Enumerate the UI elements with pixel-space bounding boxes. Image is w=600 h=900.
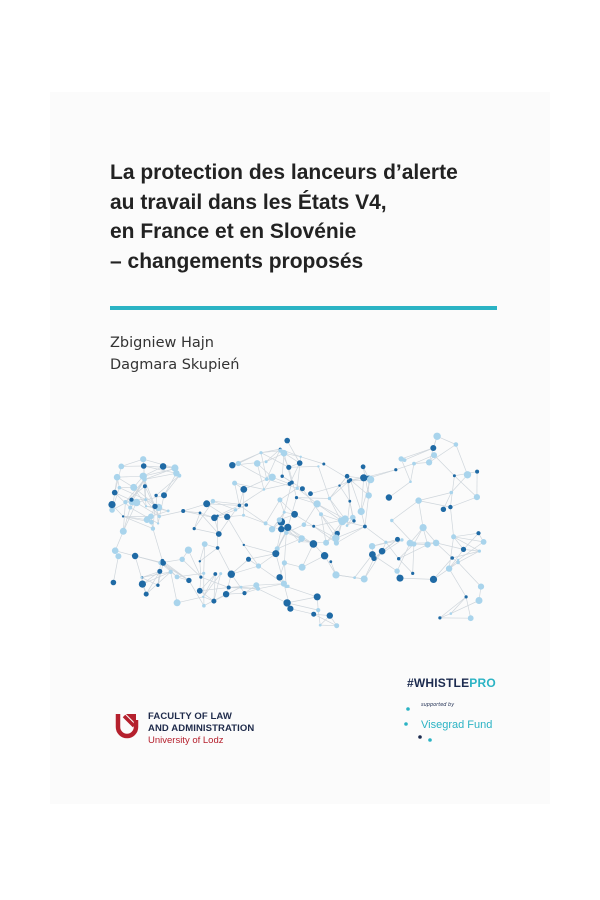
visegrad-fund-label: Visegrad Fund	[421, 719, 493, 731]
network-link	[159, 511, 183, 516]
network-link	[330, 499, 341, 521]
network-node	[199, 560, 201, 562]
network-link	[156, 476, 179, 496]
network-node	[397, 557, 400, 560]
network-node	[112, 490, 118, 496]
whistle-word: WHISTLE	[413, 676, 470, 690]
network-link	[287, 441, 300, 464]
network-node	[114, 474, 121, 481]
network-link	[286, 587, 317, 597]
network-link	[194, 513, 200, 529]
network-node	[407, 540, 414, 547]
network-node	[353, 576, 356, 579]
network-node	[278, 449, 282, 453]
network-link	[413, 544, 414, 573]
network-node	[478, 550, 481, 553]
network-link	[290, 609, 313, 615]
network-node	[130, 484, 137, 491]
network-node	[363, 525, 367, 529]
network-link	[264, 484, 290, 490]
network-node	[314, 593, 321, 600]
network-node	[141, 463, 147, 469]
network-link	[302, 544, 313, 567]
network-node	[311, 612, 316, 617]
network-link	[200, 548, 218, 561]
network-node	[284, 438, 290, 444]
title-line-2: au travail dans les États V4,	[110, 190, 387, 214]
network-node	[395, 537, 400, 542]
network-node	[140, 456, 146, 462]
network-node	[411, 572, 414, 575]
network-node	[158, 515, 161, 518]
network-link	[318, 466, 329, 498]
network-link	[392, 501, 419, 521]
network-node	[219, 572, 222, 575]
network-node	[213, 572, 217, 576]
pro-word: PRO	[469, 676, 496, 690]
network-node	[140, 576, 142, 578]
network-node	[211, 499, 216, 504]
network-link	[301, 457, 324, 464]
network-node	[256, 563, 261, 568]
network-link	[297, 498, 330, 499]
network-node	[384, 541, 387, 544]
network-node	[122, 515, 124, 517]
network-link	[257, 463, 264, 489]
network-link	[235, 483, 240, 505]
university-logo-icon	[112, 708, 142, 744]
network-node	[197, 588, 203, 594]
network-link	[419, 501, 424, 528]
faculty-line-2: AND ADMINISTRATION	[148, 722, 255, 734]
network-node	[476, 531, 480, 535]
network-node	[299, 564, 306, 571]
book-title	[110, 158, 530, 276]
network-node	[450, 491, 454, 495]
network-node	[446, 565, 452, 571]
network-node	[269, 474, 276, 481]
network-node	[409, 480, 412, 483]
network-link	[188, 550, 201, 577]
network-node	[254, 460, 261, 467]
network-node	[316, 608, 320, 612]
network-node	[175, 467, 178, 470]
network-node	[358, 508, 365, 515]
network-node	[264, 521, 268, 525]
network-node	[154, 494, 157, 497]
network-node	[118, 486, 122, 490]
university-name	[148, 711, 254, 747]
network-node	[415, 497, 421, 503]
network-node	[412, 462, 416, 466]
network-node	[203, 500, 210, 507]
network-link	[411, 464, 415, 482]
network-link	[304, 504, 317, 525]
network-link	[330, 481, 349, 498]
network-node	[181, 509, 185, 513]
network-link	[261, 453, 267, 479]
network-link	[238, 464, 266, 480]
network-node	[420, 524, 427, 531]
network-link	[365, 527, 386, 543]
network-node	[243, 544, 245, 546]
network-node	[180, 557, 185, 562]
network-node	[202, 596, 204, 598]
faculty-line-1: FACULTY OF LAW	[148, 711, 232, 722]
network-illustration	[108, 414, 498, 642]
network-link	[218, 548, 232, 574]
supported-by-label: supported by	[421, 702, 455, 708]
network-node	[277, 497, 282, 502]
author-2: Dagmara Skupień	[110, 357, 240, 373]
whistlepro-logo	[407, 676, 496, 690]
network-node	[245, 503, 249, 507]
network-node	[334, 540, 339, 545]
network-node	[287, 606, 293, 612]
network-link	[317, 504, 341, 521]
network-link	[355, 555, 373, 578]
network-link	[336, 527, 365, 544]
network-link	[454, 533, 479, 537]
network-node	[202, 604, 206, 608]
network-node	[454, 442, 459, 447]
network-node	[193, 527, 196, 530]
network-link	[419, 493, 452, 501]
network-link	[153, 529, 163, 561]
network-link	[121, 459, 143, 466]
network-link	[450, 497, 477, 507]
network-node	[115, 553, 121, 559]
network-node	[341, 515, 348, 522]
network-node	[310, 540, 318, 548]
network-node	[143, 484, 147, 488]
network-node	[265, 477, 269, 481]
network-link	[117, 476, 143, 477]
network-link	[400, 578, 434, 579]
network-node	[450, 556, 454, 560]
network-node	[461, 547, 466, 552]
network-link	[330, 499, 346, 520]
network-node	[132, 553, 138, 559]
network-node	[312, 525, 315, 528]
network-node	[319, 624, 322, 627]
network-link	[183, 504, 207, 511]
network-node	[152, 504, 157, 509]
network-node	[169, 570, 173, 574]
network-node	[334, 623, 339, 628]
network-link	[302, 556, 325, 568]
network-node	[242, 514, 245, 517]
network-node	[140, 473, 147, 480]
network-link	[244, 515, 266, 523]
network-node	[328, 497, 331, 500]
network-node	[394, 468, 397, 471]
network-node	[465, 595, 468, 598]
network-node	[286, 465, 291, 470]
network-node	[438, 616, 441, 619]
network-node	[441, 507, 446, 512]
network-node	[202, 541, 208, 547]
network-node	[321, 552, 328, 559]
title-line-3: en France et en Slovénie	[110, 220, 357, 243]
network-node	[123, 500, 127, 504]
network-node	[278, 526, 284, 532]
network-node	[394, 568, 399, 573]
network-link	[311, 486, 340, 494]
network-node	[253, 582, 259, 588]
network-node	[448, 505, 452, 509]
network-link	[277, 538, 302, 548]
network-node	[468, 615, 474, 621]
network-node	[238, 504, 242, 508]
network-node	[369, 551, 376, 558]
network-node	[128, 506, 132, 510]
network-node	[281, 581, 287, 587]
network-node	[481, 539, 487, 545]
network-node	[246, 557, 251, 562]
network-node	[296, 487, 299, 490]
network-node	[338, 484, 340, 486]
network-link	[231, 566, 258, 574]
network-node	[145, 505, 147, 507]
network-node	[299, 535, 305, 541]
network-node	[291, 511, 298, 518]
network-node	[120, 528, 127, 535]
network-node	[366, 492, 372, 498]
network-node	[240, 586, 243, 589]
network-node	[284, 531, 288, 535]
network-node	[167, 510, 170, 513]
network-node	[216, 531, 222, 537]
network-node	[157, 569, 162, 574]
network-link	[137, 495, 165, 502]
network-node	[332, 571, 339, 578]
network-node	[433, 540, 440, 547]
network-node	[161, 559, 165, 563]
network-node	[259, 451, 262, 454]
network-node	[300, 486, 305, 491]
network-node	[112, 547, 119, 554]
network-link	[440, 597, 466, 618]
network-node	[450, 612, 453, 615]
university-label: University of Lodz	[148, 735, 224, 746]
network-link	[440, 614, 451, 618]
network-node	[297, 460, 303, 466]
network-node	[118, 464, 124, 470]
network-node	[346, 524, 349, 527]
network-link	[284, 533, 286, 563]
network-node	[265, 460, 268, 463]
network-node	[185, 547, 192, 554]
network-node	[288, 482, 292, 486]
network-link	[451, 597, 466, 614]
network-link	[204, 544, 205, 573]
network-node	[300, 456, 302, 458]
network-link	[164, 473, 176, 495]
network-link	[135, 556, 141, 578]
network-link	[456, 445, 468, 475]
network-node	[451, 534, 456, 539]
title-divider	[110, 306, 497, 310]
network-node	[476, 597, 483, 604]
network-node	[277, 517, 282, 522]
network-node	[352, 519, 355, 522]
network-node	[475, 470, 479, 474]
network-node	[232, 481, 237, 486]
network-link	[451, 601, 479, 614]
network-node	[430, 576, 437, 583]
title-line-4: – changements proposés	[110, 249, 364, 273]
network-link	[458, 562, 481, 586]
network-node	[403, 458, 407, 462]
network-node	[283, 599, 290, 606]
network-node	[227, 586, 231, 590]
network-node	[347, 479, 351, 483]
network-node	[323, 540, 329, 546]
network-link	[297, 488, 317, 504]
network-node	[281, 475, 284, 478]
network-node	[329, 560, 332, 563]
network-link	[386, 542, 399, 559]
network-node	[228, 571, 235, 578]
network-node	[379, 548, 386, 555]
network-node	[272, 550, 279, 557]
network-node	[276, 574, 282, 580]
author-1: Zbigniew Hajn	[110, 335, 214, 351]
network-node	[240, 486, 247, 493]
network-node	[425, 542, 431, 548]
network-link	[258, 589, 287, 603]
network-node	[216, 546, 220, 550]
network-node	[236, 461, 241, 466]
network-node	[464, 471, 471, 478]
network-node	[199, 576, 202, 579]
network-link	[454, 476, 477, 497]
network-node	[360, 474, 367, 481]
network-node	[108, 501, 115, 508]
network-link	[145, 473, 177, 479]
hash-mark: #	[407, 676, 414, 690]
network-node	[386, 494, 392, 500]
network-node	[327, 612, 333, 618]
network-node	[295, 496, 298, 499]
network-node	[400, 538, 403, 541]
network-node	[129, 498, 133, 502]
network-node	[456, 561, 460, 565]
author-list	[110, 332, 239, 376]
network-link	[182, 559, 201, 577]
network-node	[367, 476, 374, 483]
network-link	[434, 455, 454, 476]
network-node	[433, 433, 440, 440]
network-node	[283, 511, 286, 514]
network-link	[113, 556, 118, 582]
network-link	[399, 559, 413, 574]
network-node	[361, 576, 368, 583]
network-node	[269, 526, 275, 532]
network-link	[389, 482, 411, 498]
network-node	[174, 599, 181, 606]
network-node	[348, 500, 351, 503]
network-node	[161, 492, 167, 498]
network-node	[156, 584, 159, 587]
network-node	[478, 584, 484, 590]
network-node	[229, 462, 235, 468]
network-node	[390, 519, 393, 522]
network-node	[224, 514, 230, 520]
network-node	[361, 464, 366, 469]
network-node	[286, 585, 289, 588]
network-link	[365, 495, 369, 526]
network-node	[474, 494, 480, 500]
network-node	[317, 465, 319, 467]
title-line-1: La protection des lanceurs d’alerte	[110, 161, 458, 184]
network-node	[431, 452, 437, 458]
network-node	[302, 522, 307, 527]
network-node	[111, 580, 117, 586]
network-link	[189, 580, 204, 605]
network-node	[284, 524, 291, 531]
network-link	[449, 569, 466, 597]
network-link	[227, 517, 244, 545]
network-node	[157, 522, 159, 524]
network-node	[319, 512, 323, 516]
network-node	[144, 592, 149, 597]
network-node	[430, 445, 436, 451]
network-node	[345, 474, 350, 479]
network-node	[322, 463, 325, 466]
network-node	[314, 500, 321, 507]
network-node	[234, 508, 237, 511]
network-node	[186, 578, 191, 583]
network-node	[151, 526, 155, 530]
network-node	[308, 491, 313, 496]
network-link	[314, 614, 337, 626]
network-node	[211, 599, 216, 604]
network-link	[405, 448, 434, 460]
network-link	[452, 551, 479, 558]
network-node	[263, 488, 266, 491]
network-node	[397, 575, 404, 582]
network-node	[199, 512, 202, 515]
network-node	[139, 581, 146, 588]
network-link	[450, 507, 453, 537]
network-link	[289, 466, 319, 467]
network-node	[144, 498, 147, 501]
network-node	[242, 591, 246, 595]
network-node	[282, 560, 287, 565]
network-node	[216, 515, 219, 518]
network-node	[223, 591, 229, 597]
network-node	[160, 463, 167, 470]
network-node	[144, 516, 151, 523]
network-node	[175, 575, 180, 580]
network-link	[287, 597, 317, 603]
network-node	[202, 572, 205, 575]
network-link	[401, 459, 410, 482]
network-link	[164, 476, 179, 496]
network-link	[466, 597, 471, 618]
network-node	[453, 474, 456, 477]
network-node	[369, 543, 375, 549]
network-link	[245, 589, 259, 593]
network-node	[426, 459, 432, 465]
